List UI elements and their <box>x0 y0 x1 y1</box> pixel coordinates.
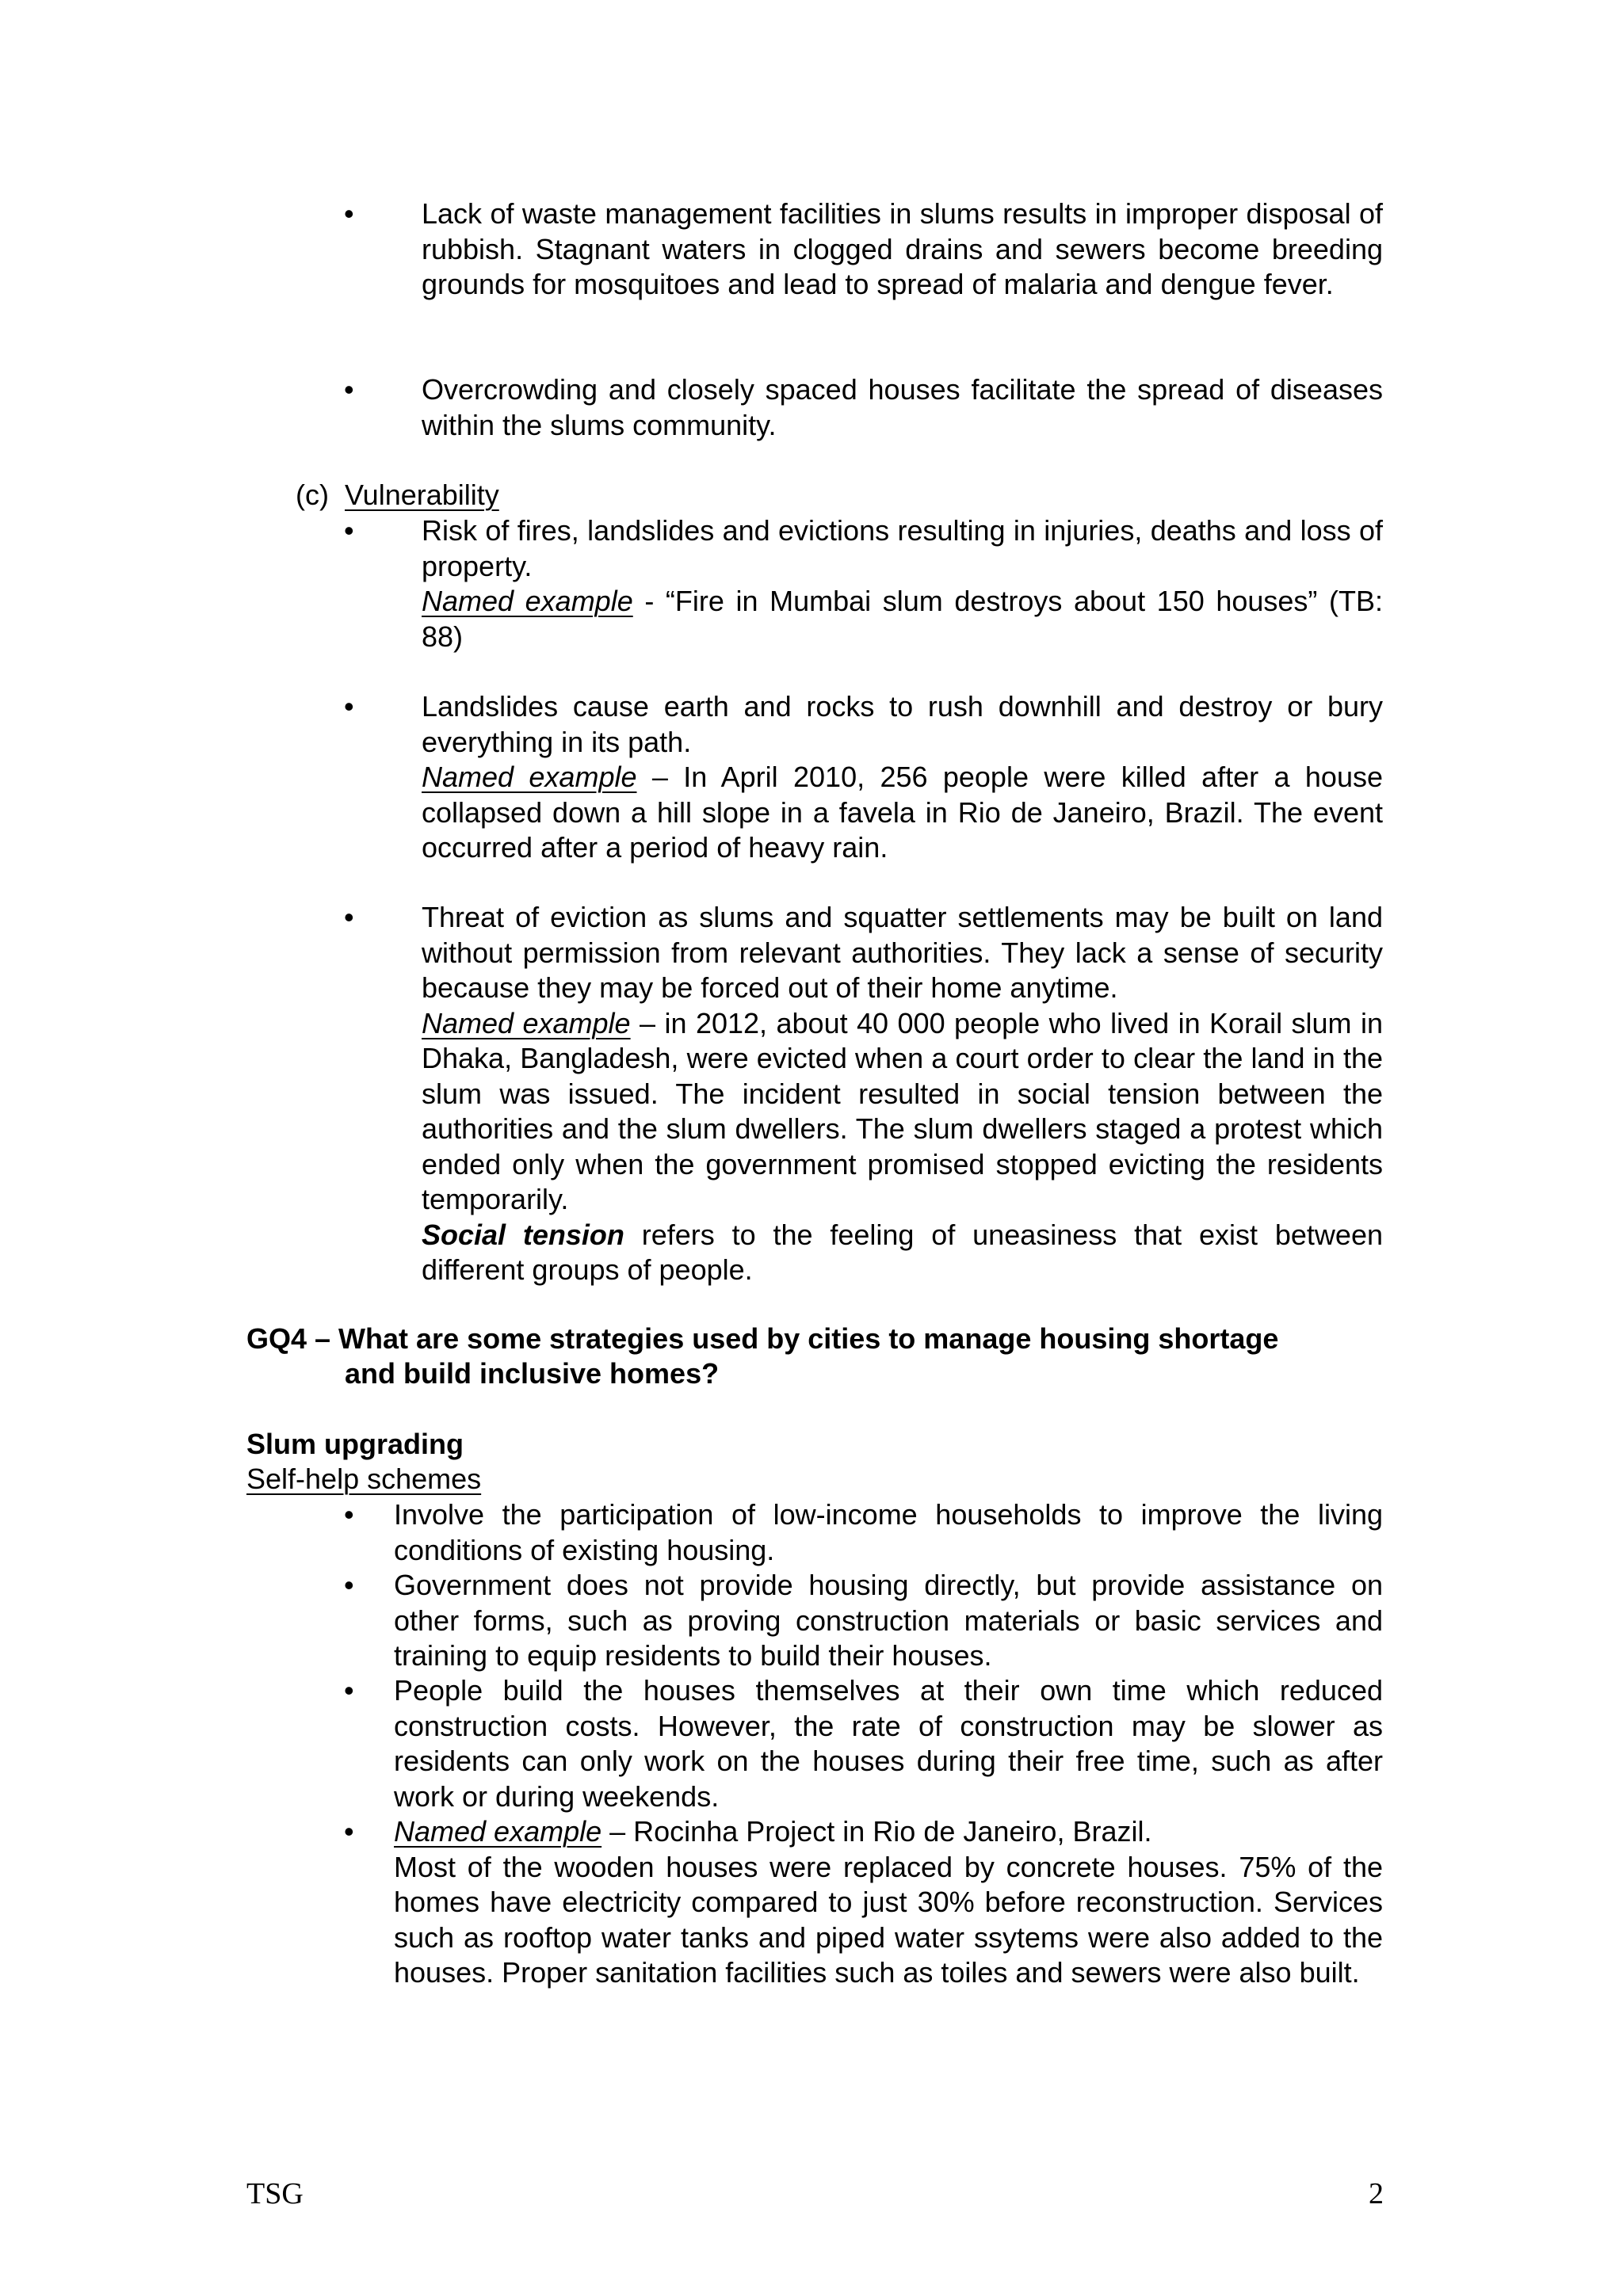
bullet: • <box>344 901 354 933</box>
named-example-label: Named example <box>422 1006 631 1039</box>
bullet: • <box>344 1674 354 1707</box>
slum-upgrading-heading: Slum upgrading <box>246 1428 464 1460</box>
bullet: • <box>344 1569 354 1601</box>
bullet: • <box>344 514 354 547</box>
bullet: • <box>344 373 354 406</box>
bullet-text-landslides: Landslides cause earth and rocks to rush downhill and destroy or bury everything in its path. Named example – In April 2010, 256 people were killed after a house collapsed down a hill slope in a favela in Rio de Janeiro, Brazil. The event occurred after a period of heavy rain. <box>422 689 1383 866</box>
named-example-paragraph: Named example – In April 2010, 256 people were killed after a house collapsed down a hill slope in a favela in Rio de Janeiro, Brazil. The event occurred after a period of heavy rain. <box>422 761 1383 864</box>
term-social-tension: Social tension <box>422 1218 624 1251</box>
self-help-schemes-subheading: Self-help schemes <box>246 1463 482 1495</box>
bullet: • <box>344 690 354 723</box>
footer-left: TSG <box>246 2177 304 2210</box>
named-example-paragraph: Named example – Rocinha Project in Rio de Janeiro, Brazil. <box>394 1815 1152 1848</box>
bullet: • <box>344 197 354 230</box>
bullet-text-rocinha: Named example – Rocinha Project in Rio de Janeiro, Brazil. Most of the wooden houses were replaced by concrete houses. 75% of the homes have electricity compared to just 30% before reconstruction. Services such as rooftop water tanks and piped water ssytems were also added to the houses. Proper sanitation facilities such as toiles and sewers were also built. <box>394 1815 1383 1989</box>
bullet-text-people-build: People build the houses themselves at their own time which reduced construction costs. However, the rate of construction may be slower as residents can only work on the houses during their free time, such as after work or during weekends. <box>394 1674 1383 1813</box>
gq4-heading-line2: and build inclusive homes? <box>345 1357 720 1390</box>
named-example-paragraph: Named example – in 2012, about 40 000 people who lived in Korail slum in Dhaka, Bangladesh, were evicted when a court order to clear the land in the slum was issued. The incident resulted in social tension between the authorities and the slum dwellers. The slum dwellers staged a protest which ended only when the government promised stopped evicting the residents temporarily. <box>422 1006 1384 1215</box>
bullet-text-government: Government does not provide housing directly, but provide assistance on other forms, such as proving construction materials or basic services and training to equip residents to build their houses. <box>394 1569 1383 1672</box>
bullet-text-eviction: Threat of eviction as slums and squatter settlements may be built on land without permission from relevant authorities. They lack a sense of security because they may be forced out of their home anytime. Named example – in 2012, about 40 000 people who lived in Korail slum in Dhaka, Bangladesh, were evicted when a court order to clear the land in the slum was issued. The incident resulted in social tension between the authorities and the slum dwellers. The slum dwellers staged a protest which ended only when the government promised stopped evicting the residents temporarily. Social tension refers to the feeling of uneasiness that exist between different groups of people. <box>422 900 1383 1288</box>
named-example-label: Named example <box>394 1815 602 1848</box>
bullet-text-overcrowding: Overcrowding and closely spaced houses facilitate the spread of diseases within the slums community. <box>422 373 1383 441</box>
named-example-paragraph: Named example - “Fire in Mumbai slum destroys about 150 houses” (TB: 88) <box>422 585 1383 653</box>
gq4-heading-line1: GQ4 – What are some strategies used by cities to manage housing shortage <box>246 1322 1279 1355</box>
term-definition: Social tension refers to the feeling of uneasiness that exist between different groups of people. <box>422 1218 1383 1286</box>
bullet-text-risk: Risk of fires, landslides and evictions resulting in injuries, deaths and loss of property. Named example - “Fire in Mumbai slum destroys about 150 houses” (TB: 88) <box>422 513 1383 654</box>
bullet: • <box>344 1498 354 1531</box>
bullet-text-waste: Lack of waste management facilities in slums results in improper disposal of rubbish. Stagnant waters in clogged drains and sewers become breeding grounds for mosquitoes and lead to spread of malaria and dengue fever. <box>422 197 1383 300</box>
page-number: 2 <box>1369 2177 1384 2210</box>
bullet: • <box>344 1815 354 1848</box>
section-marker: (c) <box>296 479 329 511</box>
named-example-label: Named example <box>422 761 637 793</box>
named-example-label: Named example <box>422 585 633 617</box>
bullet-text-participation: Involve the participation of low-income households to improve the living conditions of existing housing. <box>394 1498 1383 1566</box>
section-title-vulnerability: Vulnerability <box>345 479 499 511</box>
